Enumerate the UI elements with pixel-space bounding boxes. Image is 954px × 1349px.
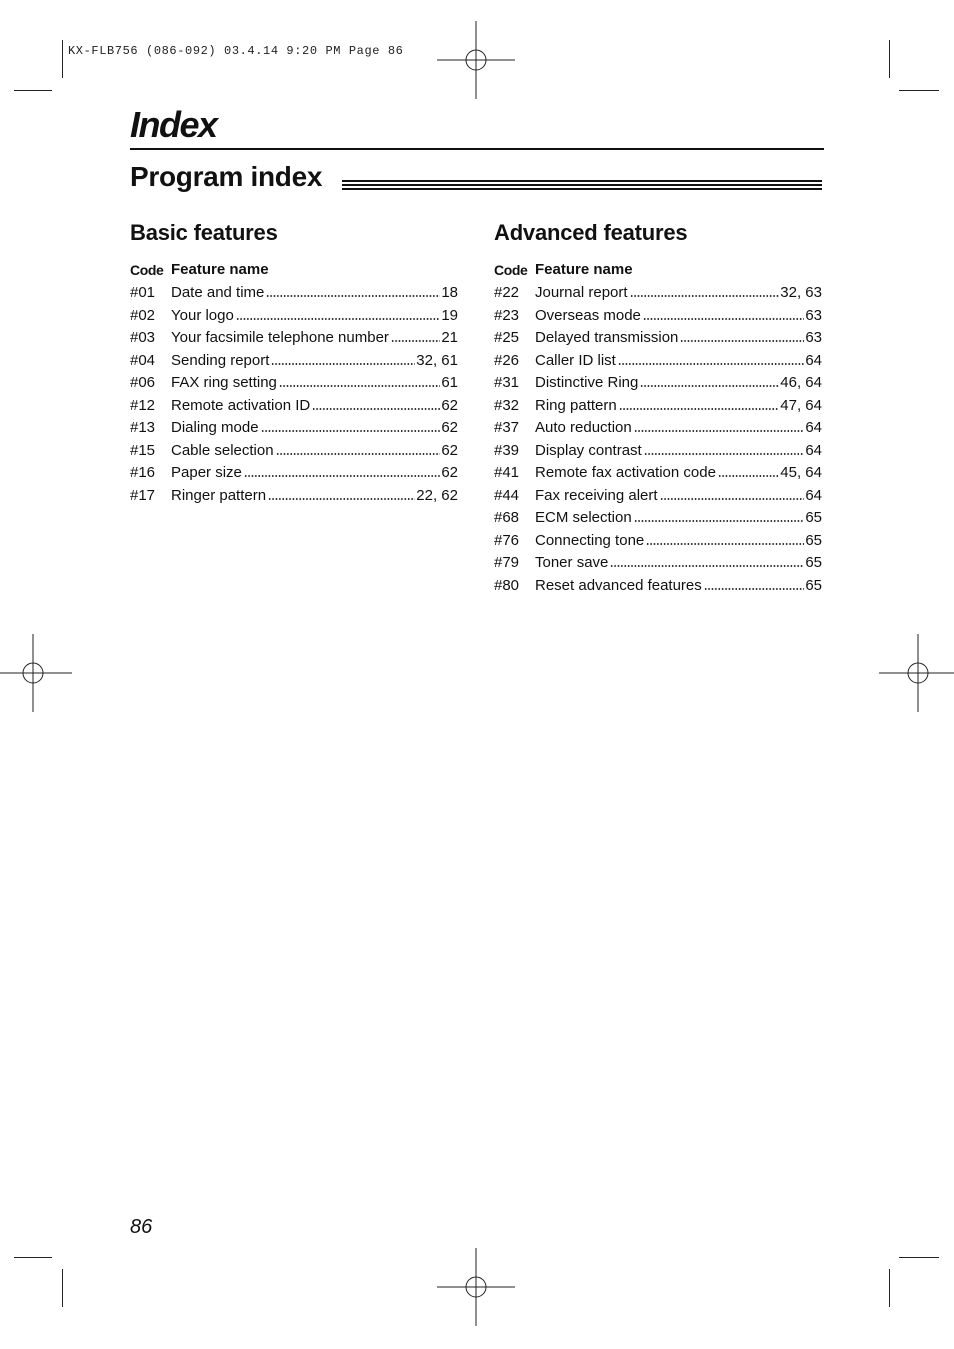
feature-code: #03: [130, 329, 156, 347]
index-entry: [130, 350, 458, 373]
registration-mark-icon: [437, 1248, 515, 1326]
registration-mark-icon: [0, 634, 72, 712]
feature-name: ECM selection: [535, 509, 632, 527]
page-reference: 65: [805, 576, 822, 594]
dot-leader: [236, 318, 440, 320]
index-entry: [494, 327, 822, 350]
section-title: Program index: [130, 161, 323, 192]
index-entry: [130, 327, 458, 350]
feature-name: Ringer pattern: [171, 486, 267, 504]
registration-mark-icon: [437, 21, 515, 99]
page-reference: 18: [441, 284, 458, 302]
advanced-features-section: [494, 218, 822, 597]
title-rule: [130, 148, 824, 150]
registration-mark-icon: [879, 634, 954, 712]
feature-code: #22: [494, 284, 520, 302]
feature-column-header: Feature name: [535, 261, 633, 278]
feature-code: #15: [130, 441, 156, 459]
dot-leader: [276, 453, 441, 455]
page-reference: 61: [441, 374, 458, 392]
column-header-row: [130, 256, 458, 278]
feature-name: Remote activation ID: [171, 396, 311, 414]
dot-leader: [718, 475, 779, 477]
feature-code: #23: [494, 306, 520, 324]
index-entry: [494, 530, 822, 553]
index-entry: [494, 282, 822, 305]
feature-column-header: Feature name: [171, 261, 269, 278]
dot-leader: [634, 520, 805, 522]
dot-leader: [646, 543, 804, 545]
dot-leader: [704, 588, 805, 590]
feature-name: Caller ID list: [535, 351, 616, 369]
dot-leader: [279, 385, 440, 387]
dot-leader: [630, 295, 780, 297]
feature-code: #37: [494, 419, 520, 437]
page-reference: 64: [805, 351, 822, 369]
advanced-features-heading: Advanced features: [494, 220, 688, 245]
dot-leader: [634, 430, 805, 432]
feature-name: Display contrast: [535, 441, 642, 459]
feature-code: #13: [130, 419, 156, 437]
feature-code: #25: [494, 329, 520, 347]
index-entry: [494, 440, 822, 463]
feature-name: Delayed transmission: [535, 329, 679, 347]
print-slug: KX-FLB756 (086-092) 03.4.14 9:20 PM Page 86: [68, 44, 404, 58]
index-entry: [130, 417, 458, 440]
basic-features-list: [130, 282, 458, 507]
feature-code: #02: [130, 306, 156, 324]
index-entry: [494, 417, 822, 440]
feature-name: Auto reduction: [535, 419, 632, 437]
feature-code: #12: [130, 396, 156, 414]
feature-code: #06: [130, 374, 156, 392]
feature-code: #31: [494, 374, 520, 392]
page-reference: 46, 64: [780, 374, 822, 392]
page-reference: 65: [805, 531, 822, 549]
index-entry: [494, 395, 822, 418]
feature-code: #68: [494, 509, 520, 527]
page-reference: 45, 64: [780, 464, 822, 482]
crop-mark: [62, 1269, 63, 1307]
basic-features-section: [130, 218, 458, 507]
index-entry: [494, 575, 822, 598]
dot-leader: [644, 453, 805, 455]
feature-code: #44: [494, 486, 520, 504]
index-entry: [130, 282, 458, 305]
index-entry: [494, 305, 822, 328]
page-reference: 65: [805, 554, 822, 572]
feature-code: #01: [130, 284, 156, 302]
feature-name: Reset advanced features: [535, 576, 702, 594]
dot-leader: [271, 363, 415, 365]
dot-leader: [268, 498, 415, 500]
feature-code: #17: [130, 486, 156, 504]
index-entry: [494, 372, 822, 395]
page-reference: 62: [441, 441, 458, 459]
page-reference: 62: [441, 464, 458, 482]
page-reference: 63: [805, 306, 822, 324]
code-column-header: Code: [494, 262, 528, 278]
page-reference: 32, 63: [780, 284, 822, 302]
dot-leader: [680, 340, 804, 342]
page-reference: 65: [805, 509, 822, 527]
index-entry: [130, 395, 458, 418]
index-entry: [130, 485, 458, 508]
feature-name: Fax receiving alert: [535, 486, 658, 504]
feature-name: Ring pattern: [535, 396, 617, 414]
page-reference: 64: [805, 486, 822, 504]
feature-code: #39: [494, 441, 520, 459]
dot-leader: [266, 295, 440, 297]
index-entry: [130, 305, 458, 328]
feature-code: #80: [494, 576, 520, 594]
page-reference: 63: [805, 329, 822, 347]
section-title-rules: [342, 180, 822, 191]
crop-mark: [889, 1269, 890, 1307]
crop-mark: [899, 90, 939, 91]
advanced-features-list: [494, 282, 822, 597]
feature-code: #32: [494, 396, 520, 414]
crop-mark: [899, 1257, 939, 1258]
feature-code: #41: [494, 464, 520, 482]
crop-mark: [889, 40, 890, 78]
feature-name: Journal report: [535, 284, 628, 302]
feature-name: Overseas mode: [535, 306, 641, 324]
page-reference: 32, 61: [416, 351, 458, 369]
feature-code: #79: [494, 554, 520, 572]
page-reference: 64: [805, 441, 822, 459]
page-title: Index: [130, 104, 217, 145]
dot-leader: [618, 363, 804, 365]
dot-leader: [391, 340, 440, 342]
page-reference: 64: [805, 419, 822, 437]
dot-leader: [610, 565, 804, 567]
page-reference: 47, 64: [780, 396, 822, 414]
dot-leader: [261, 430, 441, 432]
index-entry: [494, 507, 822, 530]
feature-name: Dialing mode: [171, 419, 259, 437]
page-reference: 19: [441, 306, 458, 324]
feature-code: #04: [130, 351, 156, 369]
feature-code: #76: [494, 531, 520, 549]
index-entry: [494, 485, 822, 508]
index-entry: [130, 440, 458, 463]
dot-leader: [619, 408, 780, 410]
feature-name: Paper size: [171, 464, 242, 482]
feature-name: Sending report: [171, 351, 270, 369]
feature-name: Remote fax activation code: [535, 464, 716, 482]
crop-mark: [62, 40, 63, 78]
page-reference: 21: [441, 329, 458, 347]
dot-leader: [312, 408, 440, 410]
feature-name: Cable selection: [171, 441, 274, 459]
feature-name: Toner save: [535, 554, 609, 572]
feature-name: Distinctive Ring: [535, 374, 639, 392]
index-entry: [494, 552, 822, 575]
crop-mark: [14, 1257, 52, 1258]
feature-name: Your facsimile telephone number: [171, 329, 389, 347]
feature-name: FAX ring setting: [171, 374, 277, 392]
feature-name: Date and time: [171, 284, 265, 302]
dot-leader: [643, 318, 804, 320]
page-reference: 22, 62: [416, 486, 458, 504]
page-number: 86: [130, 1216, 153, 1238]
feature-name: Connecting tone: [535, 531, 645, 549]
page-reference: 62: [441, 396, 458, 414]
column-header-row: [494, 256, 822, 278]
index-entry: [494, 462, 822, 485]
index-entry: [130, 462, 458, 485]
code-column-header: Code: [130, 262, 164, 278]
feature-name: Your logo: [171, 306, 234, 324]
dot-leader: [244, 475, 440, 477]
index-entry: [494, 350, 822, 373]
basic-features-heading: Basic features: [130, 220, 278, 245]
page-reference: 62: [441, 419, 458, 437]
index-entry: [130, 372, 458, 395]
dot-leader: [660, 498, 805, 500]
feature-code: #16: [130, 464, 156, 482]
crop-mark: [14, 90, 52, 91]
feature-code: #26: [494, 351, 520, 369]
dot-leader: [640, 385, 779, 387]
